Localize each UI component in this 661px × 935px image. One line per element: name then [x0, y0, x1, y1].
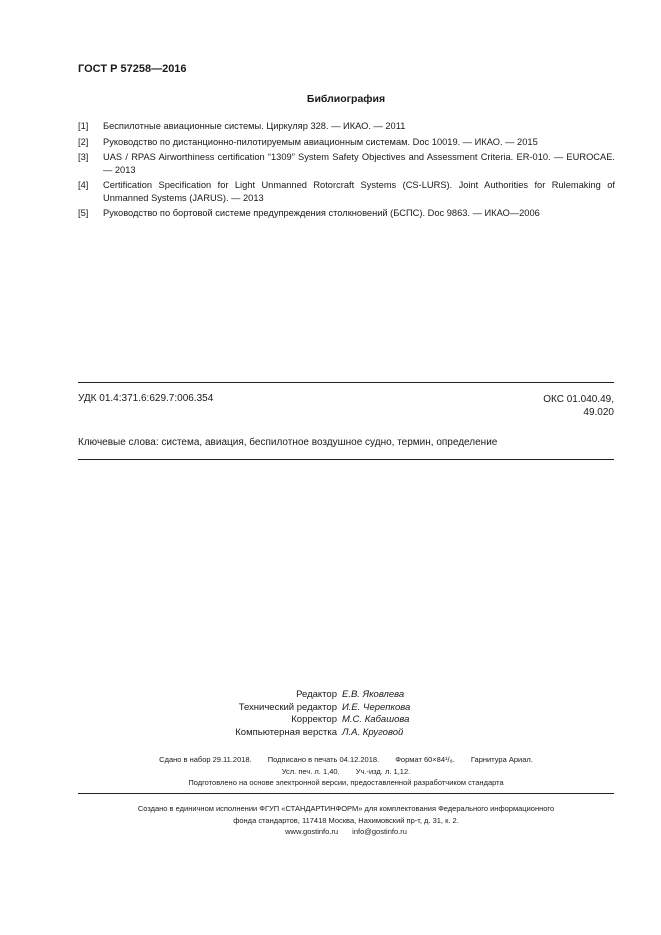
reference-number: [4] — [78, 180, 89, 190]
bibliography-title: Библиография — [306, 93, 386, 105]
reference-text: UAS / RPAS Airworthiness certification “1309” System Safety Objectives and Assessment Criteria. ER-010. — EUROCAE. — 2013 — [103, 152, 615, 175]
prepared-note: Подготовлено на основе электронной версии, предоставленной разработчиком стандарта — [188, 778, 504, 787]
staff-role: Компьютерная верстка — [235, 726, 337, 738]
publisher-contacts — [78, 826, 614, 838]
staff-row — [160, 714, 460, 727]
reference-text: Certification Specification for Light Unmanned Rotorcraft Systems (CS-LURS). Joint Authorities for Rulemaking of Unmanned Systems (JARUS). — 2013 — [103, 180, 615, 203]
reference-text: Руководство по бортовой системе предупреждения столкновений (БСПС). Doc 9863. — ИКАО—2006 — [103, 208, 540, 218]
divider-middle — [78, 459, 614, 460]
reference-item — [78, 151, 615, 176]
udc-code: УДК 01.4:371.6:629.7:006.354 — [78, 393, 214, 404]
staff-name: Е.В. Яковлева — [342, 689, 405, 700]
staff-role: Корректор — [291, 714, 337, 725]
print-sheets: Усл. печ. л. 1,40. — [281, 766, 340, 776]
reference-item — [78, 120, 615, 133]
reference-number: [5] — [78, 208, 89, 218]
reference-text: Беспилотные авиационные системы. Циркуляр 328. — ИКАО. — 2011 — [103, 121, 406, 131]
printing-meta-line-1 — [78, 754, 614, 766]
staff-role: Редактор — [296, 689, 337, 700]
publisher-info — [78, 803, 614, 838]
oks-code — [494, 393, 614, 419]
printing-info — [78, 754, 614, 789]
staff-name: М.С. Кабашова — [342, 714, 410, 725]
reference-item — [78, 179, 615, 204]
divider-bottom — [78, 793, 614, 794]
set-date: Сдано в набор 29.11.2018. — [159, 755, 252, 764]
keywords: Ключевые слова: система, авиация, беспилотное воздушное судно, термин, определение — [78, 437, 498, 448]
reference-item — [78, 207, 615, 220]
staff-row — [160, 702, 460, 715]
staff-name: И.Е. Черепкова — [342, 701, 411, 713]
sign-date: Подписано в печать 04.12.2018. — [267, 755, 380, 764]
reference-number: [2] — [78, 136, 89, 147]
publisher-line-2: фонда стандартов, 117418 Москва, Нахимовский пр-т, д. 31, к. 2. — [233, 815, 459, 825]
paper-format: Формат 60×84¹/₈. — [395, 755, 455, 764]
staff-row — [160, 727, 460, 740]
publication-sheets: Уч.-изд. л. 1,12. — [355, 766, 411, 776]
reference-list — [78, 120, 615, 223]
reference-number: [3] — [78, 152, 89, 162]
oks-line-2: 49.020 — [583, 407, 614, 418]
reference-text: Руководство по дистанционно-пилотируемым авиационным системам. Doc 10019. — ИКАО. — 2015 — [103, 136, 538, 147]
reference-number: [1] — [78, 121, 89, 131]
staff-credits — [160, 689, 460, 739]
email-link[interactable]: info@gostinfo.ru — [352, 827, 407, 836]
divider-top — [78, 382, 614, 383]
reference-item — [78, 136, 615, 149]
printing-meta-line-2 — [78, 766, 614, 778]
staff-role: Технический редактор — [238, 701, 337, 713]
oks-line-1: ОКС 01.040.49, — [543, 394, 614, 405]
staff-name: Л.А. Круговой — [342, 726, 404, 738]
website-link[interactable]: www.gostinfo.ru — [285, 827, 339, 836]
publisher-line-1: Создано в единичном исполнении ФГУП «СТАНДАРТИНФОРМ» для комплектования Федерального информационного — [137, 804, 555, 813]
staff-row — [160, 689, 460, 702]
standard-header: ГОСТ Р 57258—2016 — [78, 63, 187, 75]
typeface: Гарнитура Ариал. — [470, 755, 533, 764]
